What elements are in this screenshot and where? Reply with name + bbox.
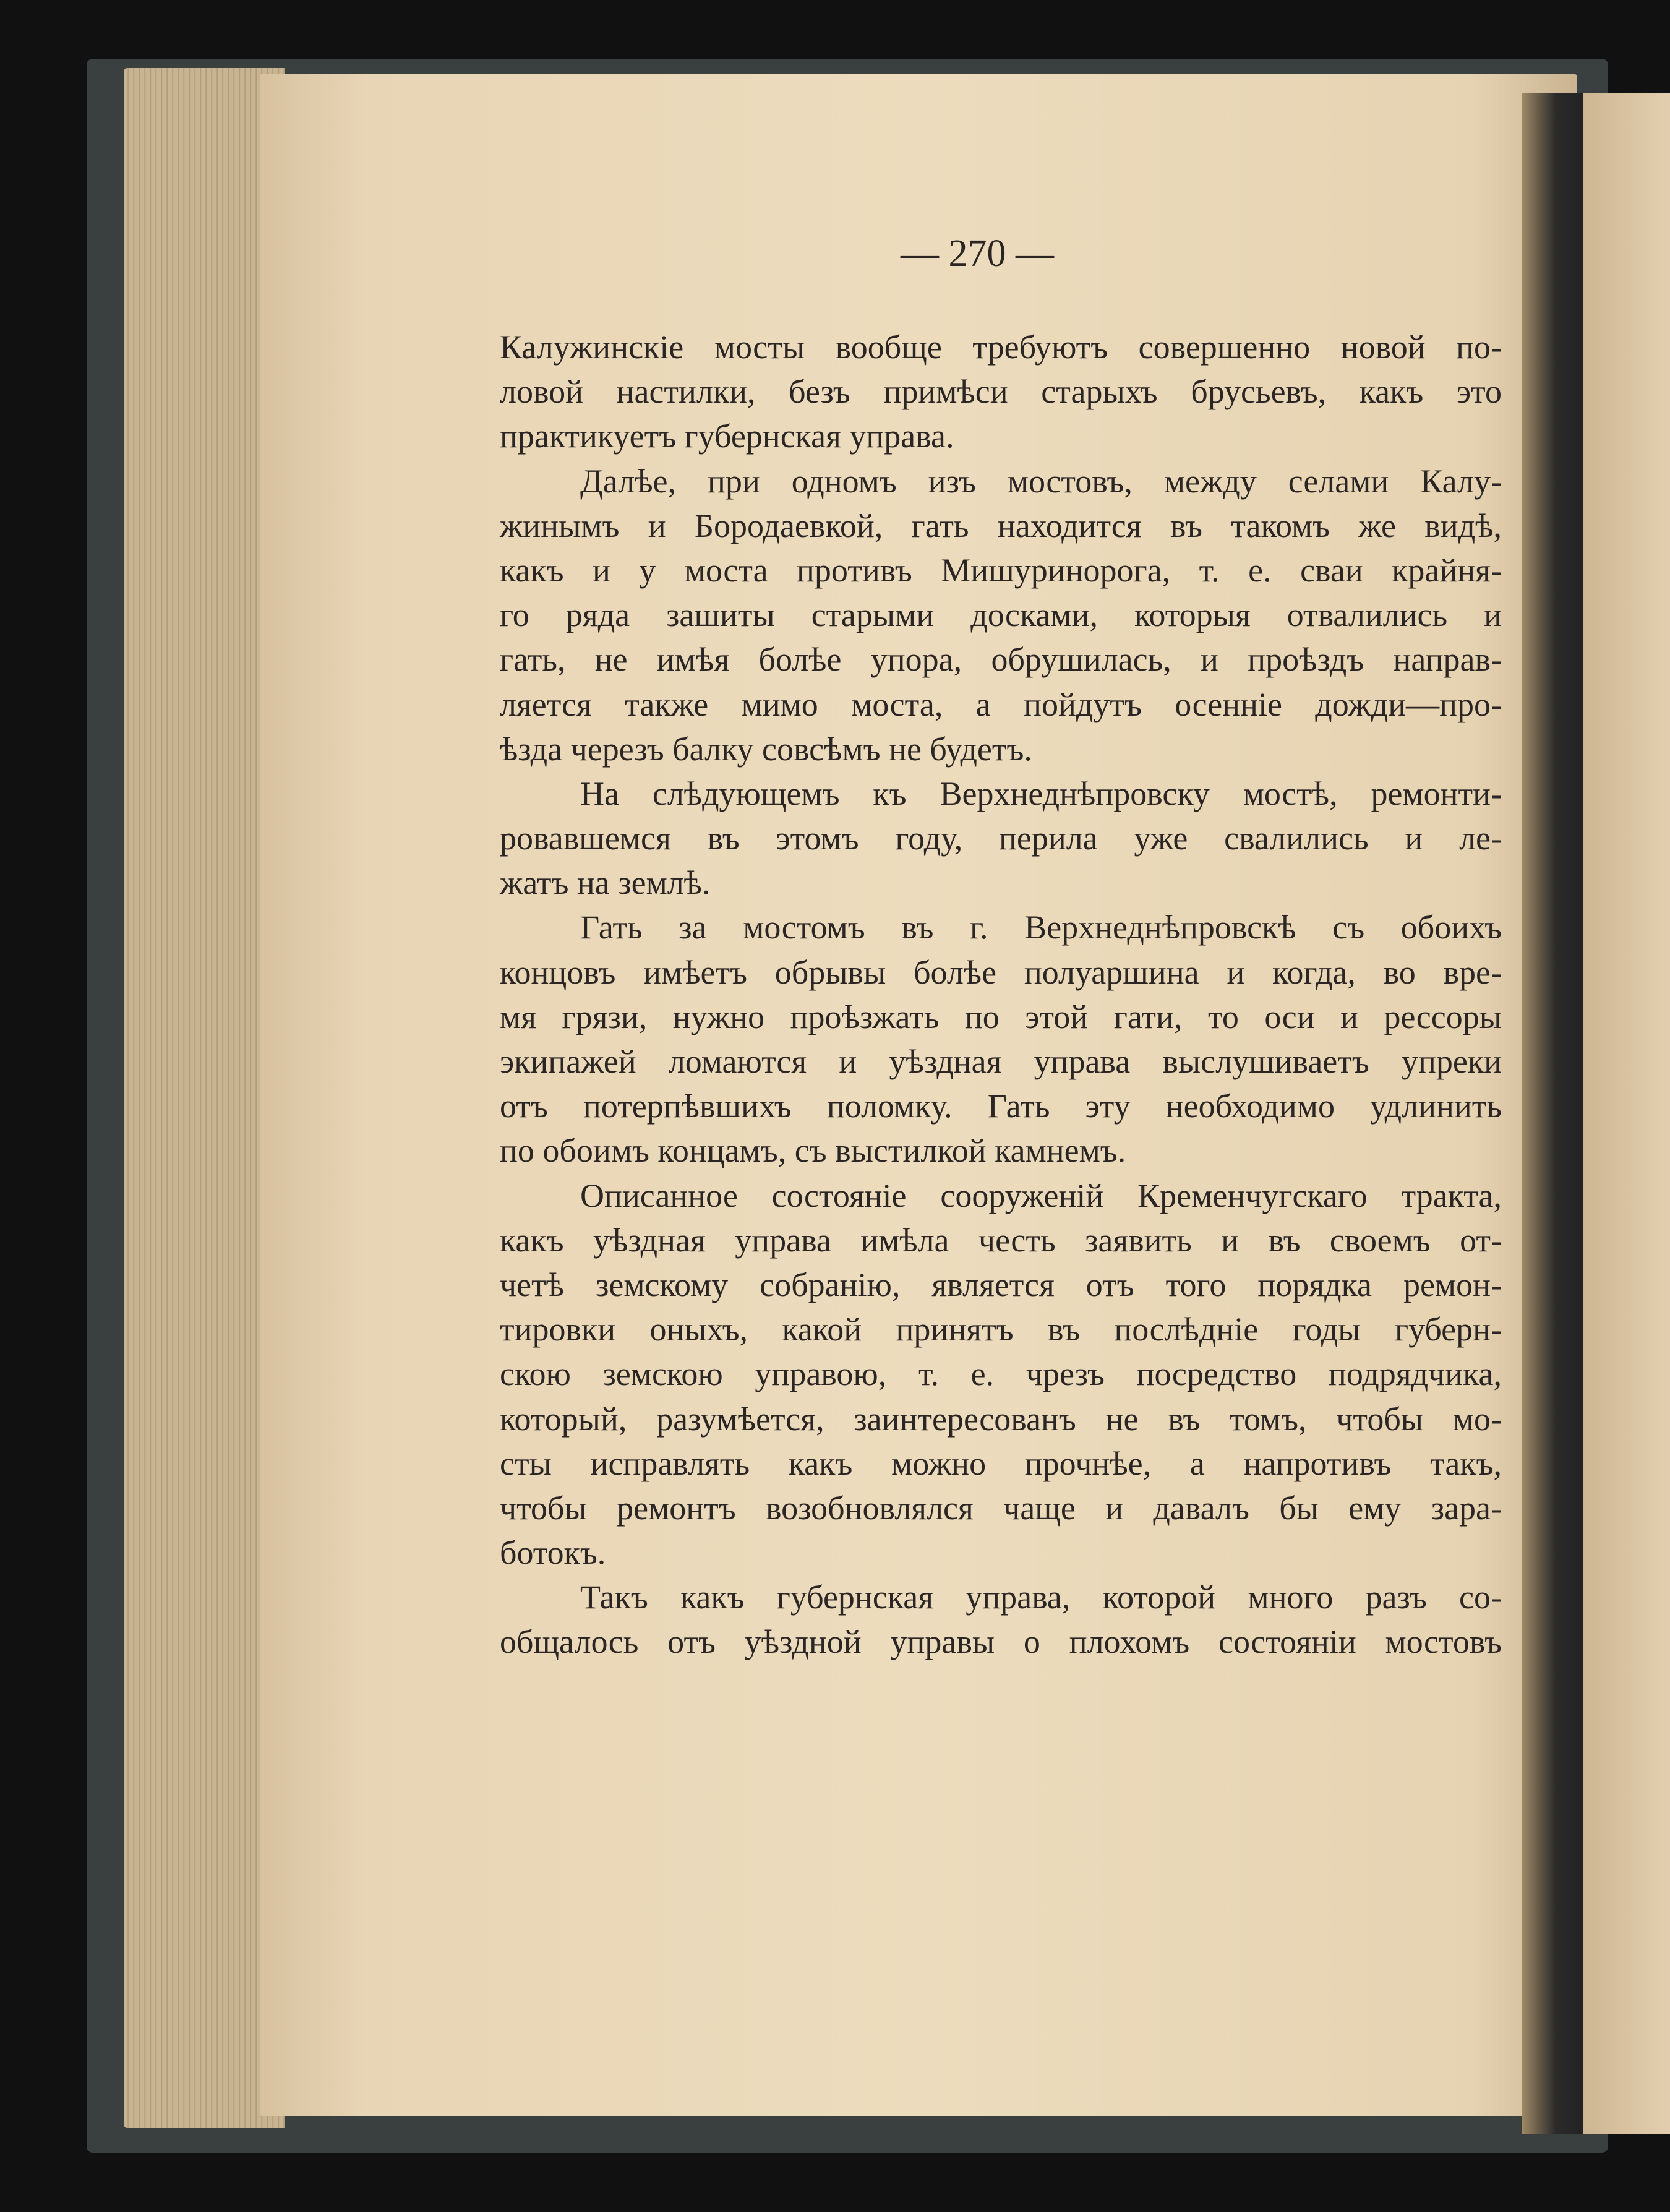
text-line: общалось отъ уѣздной управы о плохомъ состояніи мостовъ: [500, 1623, 1502, 1661]
text-line: го ряда зашиты старыми досками, которыя отвалились и: [500, 596, 1502, 634]
paragraph: [500, 1575, 1502, 1664]
text-line: ботокъ.: [500, 1534, 606, 1572]
paragraph: [500, 325, 1502, 459]
text-line: Далѣе, при одномъ изъ мостовъ, между селами Калу-: [580, 462, 1502, 500]
text-line: На слѣдующемъ къ Верхнеднѣпровску мостѣ, ремонти-: [580, 774, 1502, 812]
paragraph: [500, 1173, 1502, 1575]
text-line: гать, не имѣя болѣе упора, обрушилась, и проѣздъ направ-: [500, 641, 1502, 679]
text-line: какъ уѣздная управа имѣла честь заявить и въ своемъ от-: [500, 1221, 1502, 1259]
text-line: ловой настилки, безъ примѣси старыхъ брусьевъ, какъ это: [500, 373, 1502, 411]
text-line: ляется также мимо моста, а пойдутъ осенніе дожди—про-: [500, 685, 1502, 723]
text-line: тировки оныхъ, какой принятъ въ послѣдніе годы губерн-: [500, 1311, 1502, 1348]
text-line: Калужинскіе мосты вообще требуютъ совершенно новой по-: [500, 328, 1502, 366]
text-line: по обоимъ концамъ, съ выстилкой камнемъ.: [500, 1132, 1126, 1170]
text-line: скою земскою управою, т. е. чрезъ посредство подрядчика,: [500, 1355, 1502, 1393]
text-line: мя грязи, нужно проѣзжать по этой гати, то оси и рессоры: [500, 998, 1502, 1035]
text-line: жатъ на землѣ.: [500, 864, 711, 902]
body-text: [500, 325, 1502, 1665]
paragraph: [500, 771, 1502, 906]
page-number: — 270 —: [901, 233, 1054, 275]
paragraph: [500, 905, 1502, 1173]
text-line: отъ потерпѣвшихъ поломку. Гать эту необходимо удлинить: [500, 1087, 1502, 1125]
text-line: ѣзда черезъ балку совсѣмъ не будетъ.: [500, 730, 1032, 768]
text-line: ровавшемся въ этомъ году, перила уже свалились и ле-: [500, 820, 1502, 857]
text-line: Такъ какъ губернская управа, которой много разъ со-: [580, 1579, 1502, 1616]
text-line: жинымъ и Бородаевкой, гать находится въ такомъ же видѣ,: [500, 507, 1502, 544]
text-line: сты исправлять какъ можно прочнѣе, а напротивъ такъ,: [500, 1444, 1502, 1482]
text-line: Гать за мостомъ въ г. Верхнеднѣпровскѣ съ обоихъ: [580, 909, 1502, 946]
text-line: четѣ земскому собранію, является отъ того порядка ремон-: [500, 1266, 1502, 1303]
paragraph: [500, 459, 1502, 771]
text-line: какъ и у моста противъ Мишуринорога, т. е. сваи крайня-: [500, 551, 1502, 589]
next-page-edge: [1583, 93, 1670, 2134]
text-line: который, разумѣется, заинтересованъ не въ томъ, чтобы мо-: [500, 1400, 1502, 1438]
text-line: концовъ имѣетъ обрывы болѣе полуаршина и когда, во вре-: [500, 953, 1502, 991]
text-line: чтобы ремонтъ возобновлялся чаще и давалъ бы ему зара-: [500, 1489, 1502, 1527]
text-line: Описанное состояніе сооруженій Кременчугскаго тракта,: [580, 1177, 1502, 1214]
text-line: практикуетъ губернская управа.: [500, 418, 954, 455]
text-line: экипажей ломаются и уѣздная управа выслушиваетъ упреки: [500, 1043, 1502, 1080]
